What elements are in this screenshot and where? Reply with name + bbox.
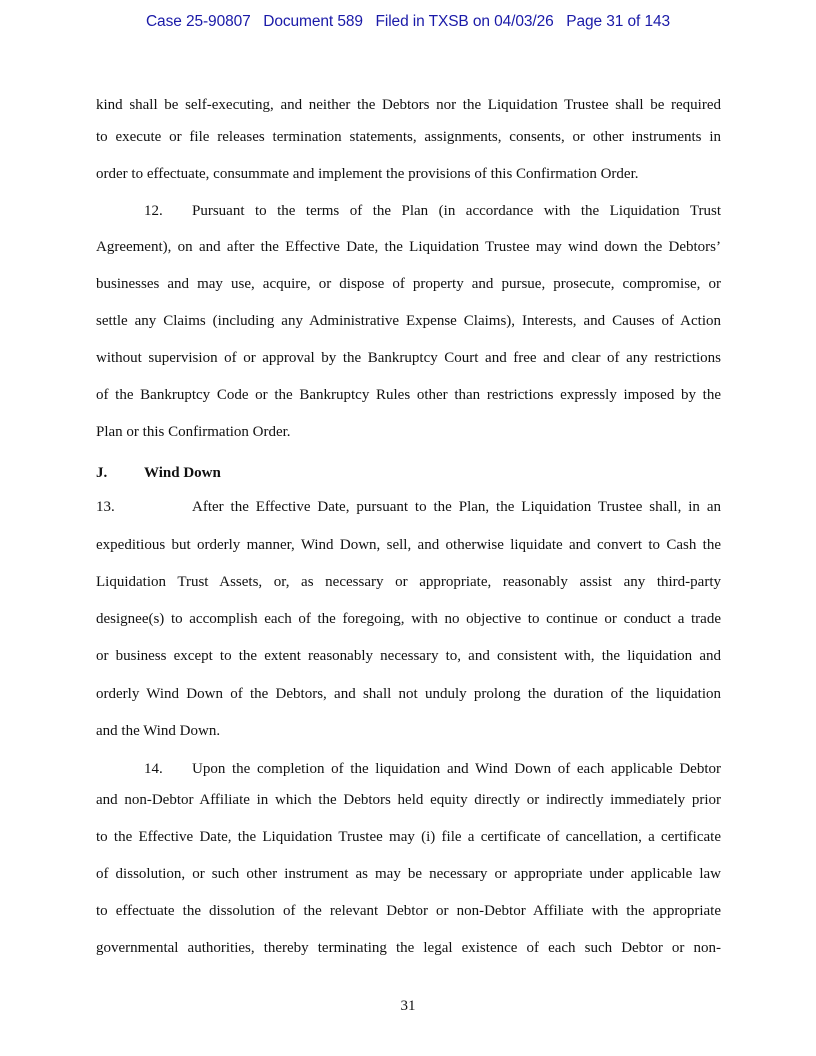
paragraph-number: 13. [96, 499, 115, 515]
body-line: to effectuate the dissolution of the relevant Debtor or non-Debtor Affiliate with the appropriate [96, 903, 721, 919]
paragraph-number: 14. [144, 761, 163, 777]
body-line: Liquidation Trust Assets, or, as necessary or appropriate, reasonably assist any third-party [96, 574, 721, 590]
body-line: businesses and may use, acquire, or dispose of property and pursue, prosecute, compromise, or [96, 276, 721, 292]
body-line: of dissolution, or such other instrument as may be necessary or appropriate under applicable law [96, 866, 721, 882]
body-line: or business except to the extent reasonably necessary to, and consistent with, the liquidation and [96, 648, 721, 664]
section-heading [96, 463, 221, 483]
body-line: settle any Claims (including any Administrative Expense Claims), Interests, and Causes of Action [96, 313, 721, 329]
paragraph-14-first-line [96, 759, 721, 779]
body-line: expeditious but orderly manner, Wind Down, sell, and otherwise liquidate and convert to Cash the [96, 537, 721, 553]
body-line: and non-Debtor Affiliate in which the Debtors held equity directly or indirectly immediately prior [96, 792, 721, 808]
ecf-header-stamp: Case 25-90807 Document 589 Filed in TXSB on 04/03/26 Page 31 of 143 [145, 13, 671, 30]
body-line: of the Bankruptcy Code or the Bankruptcy Rules other than restrictions expressly imposed by the [96, 387, 721, 403]
body-line: without supervision of or approval by the Bankruptcy Court and free and clear of any restrictions [96, 350, 721, 366]
page-number: 31 [400, 998, 416, 1014]
body-line: Agreement), on and after the Effective Date, the Liquidation Trustee may wind down the Debtors’ [96, 239, 721, 255]
body-line: kind shall be self-executing, and neither the Debtors nor the Liquidation Trustee shall be required [96, 97, 721, 113]
body-line: designee(s) to accomplish each of the foregoing, with no objective to continue or conduct a trade [96, 611, 721, 627]
body-line: to execute or file releases termination statements, assignments, consents, or other instruments in [96, 129, 721, 145]
paragraph-number: 12. [144, 203, 163, 219]
body-text: After the Effective Date, pursuant to the Plan, the Liquidation Trustee shall, in an [192, 499, 721, 515]
section-letter: J. [96, 465, 108, 481]
paragraph-12-first-line [96, 201, 721, 221]
body-line: Plan or this Confirmation Order. [96, 424, 291, 440]
paragraph-13-first-line [96, 497, 721, 517]
section-title: Wind Down [144, 465, 221, 481]
body-text: Pursuant to the terms of the Plan (in accordance with the Liquidation Trust [192, 203, 721, 219]
body-line: order to effectuate, consummate and implement the provisions of this Confirmation Order. [96, 166, 639, 182]
body-line: to the Effective Date, the Liquidation Trustee may (i) file a certificate of cancellation, a certificate [96, 829, 721, 845]
body-line: orderly Wind Down of the Debtors, and shall not unduly prolong the duration of the liquidation [96, 686, 721, 702]
body-text: Upon the completion of the liquidation and Wind Down of each applicable Debtor [192, 761, 721, 777]
body-line: and the Wind Down. [96, 723, 221, 739]
body-line: governmental authorities, thereby terminating the legal existence of each such Debtor or non- [96, 940, 721, 956]
